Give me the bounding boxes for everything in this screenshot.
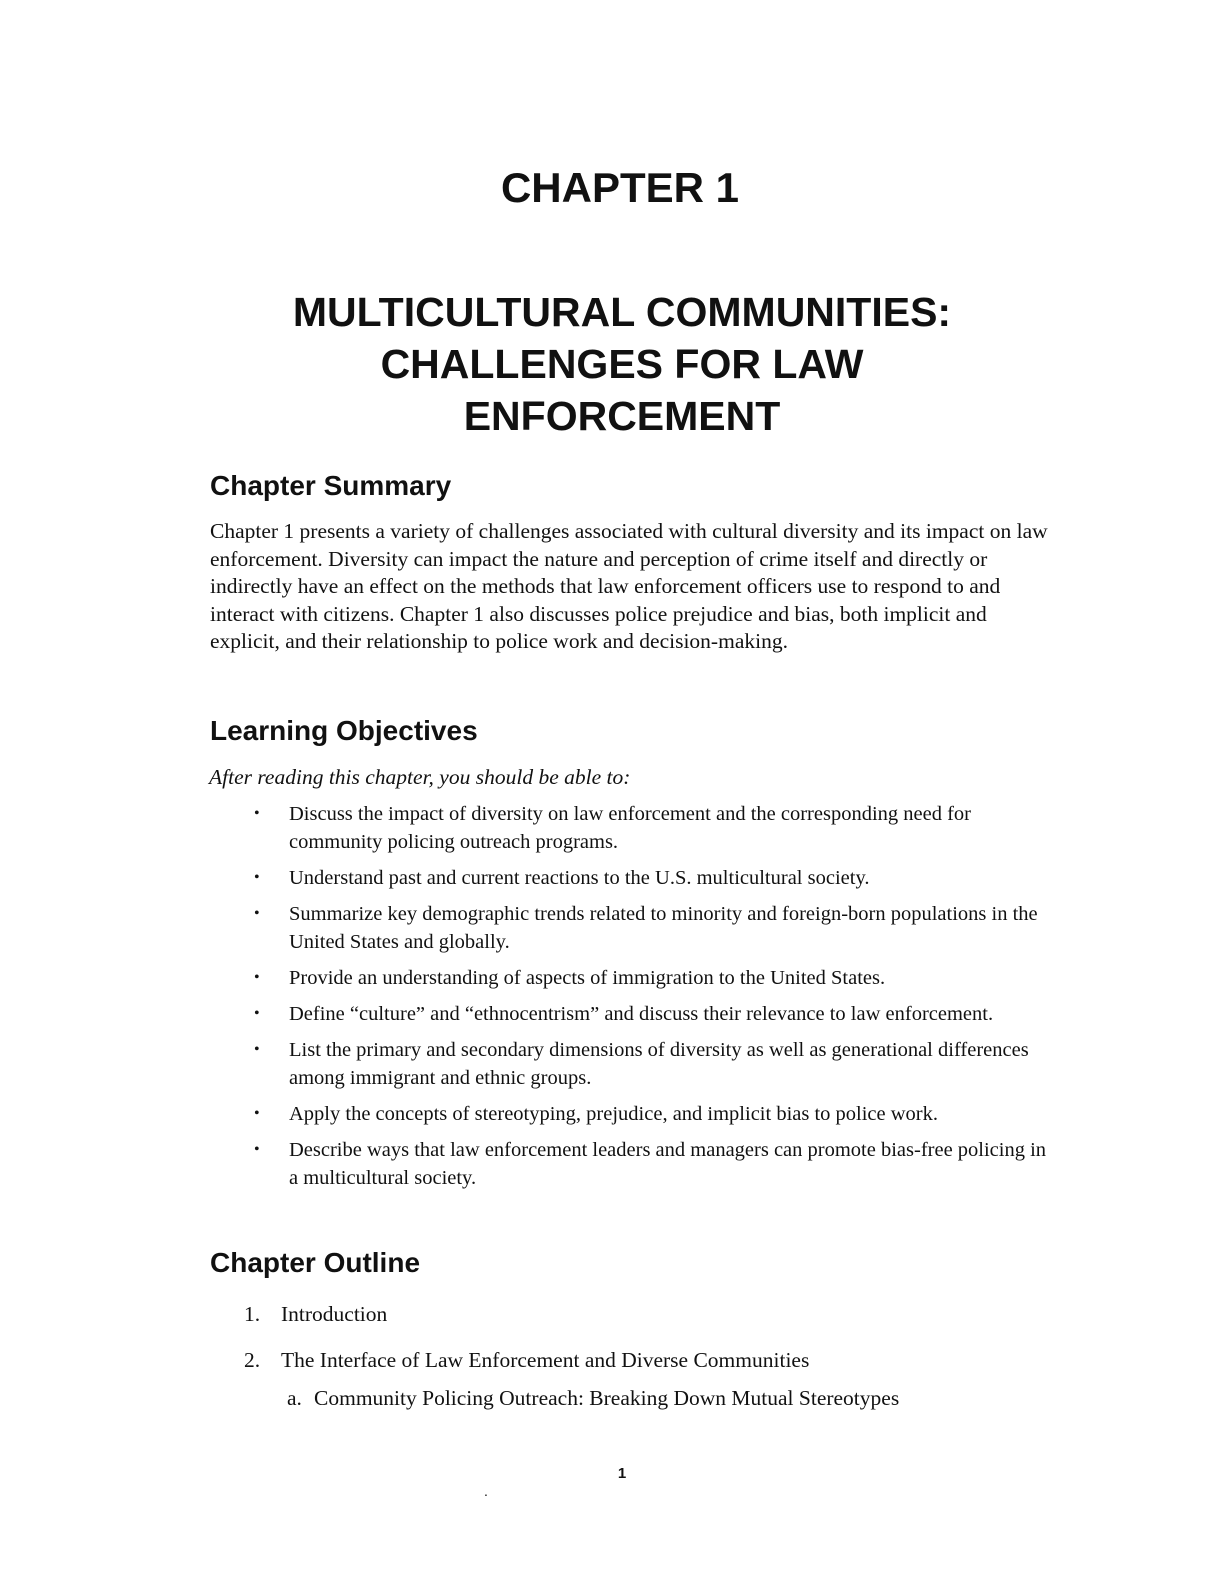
chapter-number: CHAPTER 1 bbox=[500, 164, 740, 211]
list-item-text: Summarize key demographic trends related to minority and foreign-born populations in the United States and globally. bbox=[289, 903, 1038, 953]
list-item-text: Apply the concepts of stereotyping, prejudice, and implicit bias to police work. bbox=[289, 1103, 939, 1125]
list-item-text: Describe ways that law enforcement leaders and managers can promote bias-free policing in a multicultural society. bbox=[289, 1139, 1047, 1189]
list-item bbox=[250, 1036, 1050, 1092]
bullet-icon: • bbox=[254, 869, 260, 886]
outline-heading: Chapter Outline bbox=[210, 1247, 421, 1278]
bullet-icon: • bbox=[254, 969, 260, 986]
objectives-list bbox=[250, 800, 1050, 1200]
list-item-text: List the primary and secondary dimensions of diversity as well as generational differences among immigrant and ethnic groups. bbox=[289, 1039, 1029, 1089]
list-item bbox=[250, 1136, 1050, 1192]
outline-list bbox=[244, 1300, 1044, 1412]
list-item bbox=[250, 800, 1050, 856]
list-item bbox=[250, 864, 1050, 892]
outline-subitem-letter: a. bbox=[287, 1386, 302, 1410]
list-item-text: Discuss the impact of diversity on law enforcement and the corresponding need for community policing outreach programs. bbox=[289, 803, 971, 853]
bullet-icon: • bbox=[254, 1041, 260, 1058]
list-item-text: Understand past and current reactions to the U.S. multicultural society. bbox=[289, 867, 870, 889]
summary-heading: Chapter Summary bbox=[210, 470, 452, 501]
list-item-text: Provide an understanding of aspects of immigration to the United States. bbox=[289, 967, 886, 989]
bullet-icon: • bbox=[254, 1141, 260, 1158]
outline-item bbox=[244, 1346, 1044, 1374]
outline-item-number: 1. bbox=[244, 1302, 261, 1326]
footer-mark: . bbox=[484, 1483, 488, 1499]
bullet-icon: • bbox=[254, 1105, 260, 1122]
chapter-title bbox=[0, 286, 1224, 442]
bullet-icon: • bbox=[254, 1005, 260, 1022]
chapter-title-line: CHALLENGES FOR LAW bbox=[380, 341, 864, 387]
chapter-title-line: ENFORCEMENT bbox=[463, 393, 781, 439]
summary-paragraph: Chapter 1 presents a variety of challenges associated with cultural diversity and its impact on law enforcement. Diversity can impact the nature and perception of crime itself and directly or indirectly have an effect on the methods that law enforcement officers use to respond to and interact with citizens. Chapter 1 also discusses police prejudice and bias, both implicit and explicit, and their relationship to police work and decision-making. bbox=[210, 519, 1048, 654]
outline-subitem-text: Community Policing Outreach: Breaking Down Mutual Stereotypes bbox=[314, 1386, 900, 1410]
chapter-title-line: MULTICULTURAL COMMUNITIES: bbox=[292, 289, 952, 335]
list-item bbox=[250, 900, 1050, 956]
bullet-icon: • bbox=[254, 905, 260, 922]
outline-subitem bbox=[287, 1384, 1044, 1412]
outline-item-number: 2. bbox=[244, 1348, 261, 1372]
bullet-icon: • bbox=[254, 805, 260, 822]
list-item bbox=[250, 1000, 1050, 1028]
outline-item-text: The Interface of Law Enforcement and Diverse Communities bbox=[281, 1348, 810, 1372]
list-item-text: Define “culture” and “ethnocentrism” and discuss their relevance to law enforcement. bbox=[289, 1003, 994, 1025]
page-number: 1 bbox=[617, 1465, 627, 1482]
objectives-intro: After reading this chapter, you should be able to: bbox=[209, 765, 631, 789]
objectives-heading: Learning Objectives bbox=[210, 715, 478, 746]
outline-item bbox=[244, 1300, 1044, 1328]
list-item bbox=[250, 964, 1050, 992]
list-item bbox=[250, 1100, 1050, 1128]
outline-item-text: Introduction bbox=[281, 1302, 388, 1326]
